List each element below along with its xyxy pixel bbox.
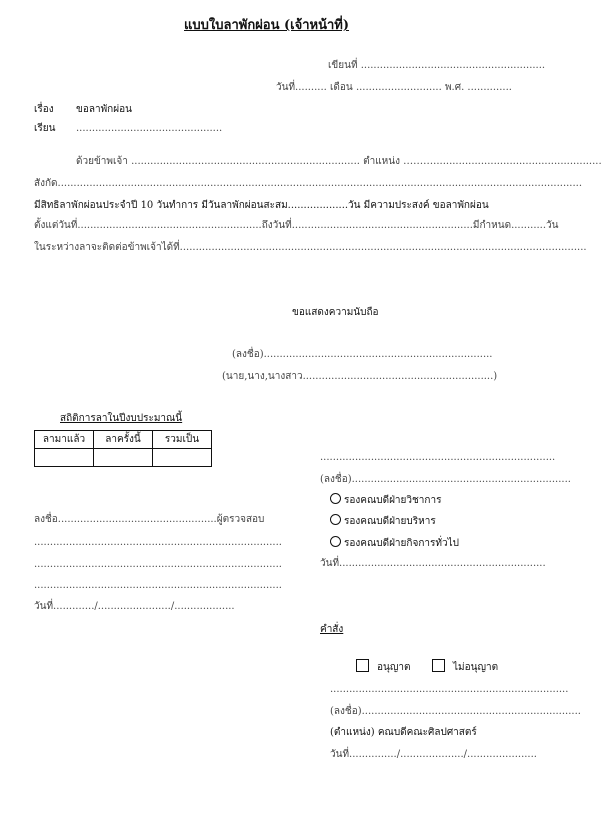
dean-position: (ตำแหน่ง) คณบดีคณะศิลปศาสตร์ [330, 727, 477, 738]
applicant-name-line[interactable]: (นาย,นาง,นางสาว............................................................) [222, 371, 498, 382]
name-position-line[interactable]: ด้วยข้าพเจ้า ........................................................................ ตำแหน่ง ………..................................................... [76, 156, 602, 167]
stats-header-cell: รวมเป็น [153, 431, 212, 449]
option-academic[interactable] [330, 493, 441, 507]
deny-option[interactable] [432, 659, 498, 674]
checker-sign-line[interactable]: ลงชื่อ..................................................ผู้ตรวจสอบ [34, 514, 265, 525]
checker-dots-3[interactable]: .............................................................................. [34, 580, 282, 591]
stats-value-cell[interactable] [94, 449, 153, 467]
radio-icon[interactable] [330, 493, 341, 504]
stats-heading: สถิติการลาในปีงบประมาณนี้ [60, 413, 183, 424]
dean-sign-line[interactable]: (ลงชื่อ)..................................................................... [330, 706, 581, 717]
checkbox-icon[interactable] [356, 659, 369, 672]
department-line[interactable]: สังกัด..................................................................................................................................................................... [34, 178, 583, 189]
to-label: เรียน [34, 123, 56, 134]
checker-dots-1[interactable]: .............................................................................. [34, 537, 282, 548]
option-admin[interactable] [330, 514, 436, 528]
to-field[interactable]: .............................................. [76, 123, 223, 134]
stats-value-cell[interactable] [35, 449, 94, 467]
option-label: รองคณบดีฝ่ายวิชาการ [344, 495, 442, 506]
written-at-field[interactable]: เขียนที่ .......................................................... [328, 60, 546, 71]
period-line[interactable]: ตั้งแต่วันที่..........................................................ถึงวันที่.........................................................มีกำหนด...........วัน [34, 220, 559, 231]
checkbox-icon[interactable] [432, 659, 445, 672]
applicant-sign-line[interactable]: (ลงชื่อ)........................................................................ [232, 349, 493, 360]
checker-date[interactable]: วันที่............./......................./................... [34, 601, 235, 612]
entitlement-line[interactable]: มีสิทธิลาพักผ่อนประจำปี 10 วันทำการ มีวันลาพักผ่อนสะสม...................วัน มีความประสงค์ ขอลาพักผ่อน [34, 200, 489, 211]
radio-icon[interactable] [330, 536, 341, 547]
approver-date[interactable]: วันที่................................................................. [320, 558, 546, 569]
order-dots[interactable]: ........................................................................... [330, 684, 569, 695]
checker-dots-2[interactable]: .............................................................................. [34, 559, 282, 570]
contact-line[interactable]: ในระหว่างลาจะติดต่อข้าพเจ้าได้ที่................................................................................................................................ [34, 242, 587, 253]
approver-sign-line[interactable]: (ลงชื่อ)..................................................................... [320, 474, 571, 485]
stats-header-row [35, 431, 212, 449]
respect-text: ขอแสดงความนับถือ [292, 307, 379, 318]
option-label: รองคณบดีฝ่ายบริหาร [344, 516, 436, 527]
stats-table [34, 430, 212, 467]
dean-date[interactable]: วันที่.............../..................../...................... [330, 749, 537, 760]
deny-label: ไม่อนุญาต [453, 662, 499, 673]
approve-label: อนุญาต [377, 662, 411, 673]
approve-option[interactable] [356, 659, 410, 674]
option-label: รองคณบดีฝ่ายกิจการทั่วไป [344, 538, 459, 549]
approver-dots[interactable]: .......................................................................... [320, 452, 556, 463]
option-general[interactable] [330, 536, 459, 550]
subject-label: เรื่อง [34, 104, 54, 115]
form-title: แบบใบลาพักผ่อน (เจ้าหน้าที่) [184, 18, 350, 33]
radio-icon[interactable] [330, 514, 341, 525]
date-field[interactable]: วันที่.......... เดือน ........................... พ.ศ. .............. [276, 82, 512, 93]
order-heading: คำสั่ง [320, 624, 344, 635]
subject-value: ขอลาพักผ่อน [76, 104, 132, 115]
stats-value-cell[interactable] [153, 449, 212, 467]
stats-header-cell: ลามาแล้ว [35, 431, 94, 449]
stats-header-cell: ลาครั้งนี้ [94, 431, 153, 449]
stats-value-row[interactable] [35, 449, 212, 467]
